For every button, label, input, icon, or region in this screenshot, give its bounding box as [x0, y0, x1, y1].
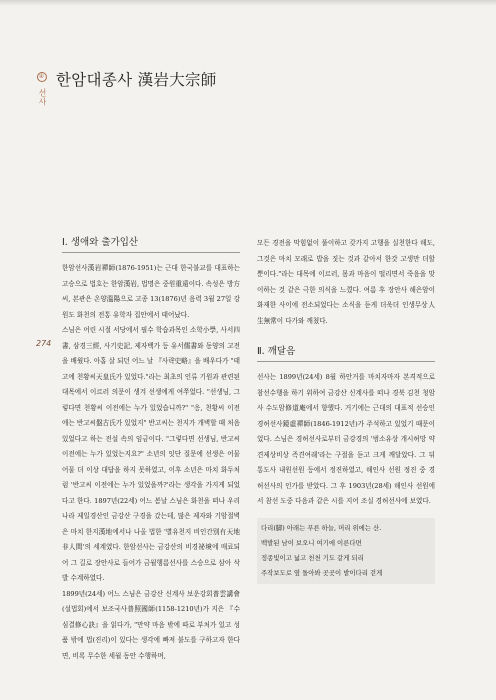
- right-column: [257, 236, 435, 584]
- poem-line: 정종빛이고 넓고 천천 기도 같게 되리: [261, 553, 364, 562]
- paragraph: 선사는 1899년(24세) 8월 하안거를 마치자마자 본격적으로 참선수행을 하기 위하여 금강산 신계사를 떠나 경북 김천 청암사 수도암修道庵에서 향했다. 거기에는 근대의 대표적 선승인 경허선사鏡虛禪師(1846-1912년)가 주석하고 있었기 때문이었다. 스님은 경허선사로부터 금강경의 '범소유상 개시허망 약견제상비상 즉견여래'라는 구절을 듣고 크게 깨달았다. 그 뒤 통도사 내원선원 등에서 정진하였고, 해인사 선원 정진 중 경허선사의 인가를 받았다. 그 후 1903년(28세) 해인사 선원에서 참선 도중 다음과 같은 시를 지어 조실 경허선사에 보였다.: [257, 373, 435, 505]
- paragraph: 스님은 어린 시절 서당에서 필수 학습과목인 소학小學, 사서四書, 삼경三經, 사기史記, 제자백가 등 유서儒書와 동양의 고전을 배웠다. 아홉 살 되던 어느 날 『사략史略』을 배우다가 "태고에 천황씨天皇氏가 있었다."라는 최초의 인류 기원과 관련된 대목에서 이르러 의문이 생겨 선생에게 여쭈었다. "선생님, 그렇다면 천황씨 이전에는 누가 있었습니까?" "응, 천황씨 이전에는 반고씨盤古氏가 있었지" 반고씨는 천지가 개벽할 때 처음 있었다고 하는 전설 속의 임금이다. "그렇다면 선생님, 반고씨 이전에는 누가 있었는지요?" 소년의 잇단 질문에 선생은 어물어물 더 이상 대답을 하지 못하였고, 이후 소년은 마치 화두처럼 '반고씨 이전에는 누가 있었을까?'라는 생각을 가지게 되었다고 한다. 1897년(22세) 어느 봄날 스님은 화천을 떠나 우리나라 제일경산인 금강산 구경을 갔는데, 많은 제자와 기암절벽은 마치 한지漢地에서나 나올 법한 '별유천지 비인간別有天地非人間'의 세계였다. 한암선사는 금강산의 비경祕境에 매료되어 그 길로 장안사로 들어가 금월행름선사를 스승으로 삼아 삭발 수계하였다.: [62, 326, 240, 582]
- section-heading-2: Ⅱ. 깨달음: [257, 345, 435, 362]
- poem-line: 주작보도로 옆 돌아봐 곳곳이 밭이다리 걷게: [261, 568, 383, 577]
- chapter-title: 한암대종사 漢岩大宗師: [56, 71, 217, 89]
- side-label-text: 선사: [38, 88, 47, 107]
- left-column: [62, 236, 240, 664]
- section-heading-1: Ⅰ. 생애와 출가입산: [62, 236, 240, 253]
- poem-line: 백발된 남이 보오니 여기에 이른다면: [261, 538, 362, 547]
- page-number: 274: [36, 339, 52, 348]
- side-section-label: [37, 72, 48, 107]
- poem-line: 다리(脚) 아래는 푸른 하늘, 머리 위에는 산.: [261, 523, 382, 532]
- poem-quote: [257, 518, 435, 584]
- paragraph: 모든 경전을 막힘없이 풀이하고 갖가지 고행을 실천한다 해도, 그것은 마치 모래로 밥을 짓는 것과 같아서 한갓 고생만 더할 뿐이다."라는 대목에 이르러, 몸과 마음이 떨리면서 죽음을 맞이하는 것 같은 극한 의식을 느꼈다. 여름 후 장안사 해은암이 화재한 사이에 전소되었다는 소식을 듣게 더욱더 인생무상人生無常이 다가와 깨쳤다.: [257, 239, 435, 325]
- paragraph: 한암선사漢岩禪師(1876-1951)는 근대 한국불교를 대표하는 고승으로 법호는 한암漢岩, 법명은 중원重遠이다. 속성은 방方씨, 본관은 온양溫陽으로 고종 13(1876)년 음력 3월 27일 강원도 화천의 전통 유학자 집안에서 태어났다.: [62, 264, 240, 319]
- paragraph: 1899년(24세) 어느 스님은 금강산 신계사 보운강회普雲講會(설법회)에서 보조국사普照國師(1158-1210년)가 지은 『수심결修心訣』을 읽다가, "만약 마음 밖에 따로 부처가 있고 성품 밖에 법(진리)이 있다는 생각에 빠져 불도를 구하고자 한다면, 비록 무수한 세월 동안 수행하며,: [62, 589, 240, 660]
- section-marker-icon: ④: [38, 73, 46, 80]
- page-top-shadow: [0, 0, 496, 6]
